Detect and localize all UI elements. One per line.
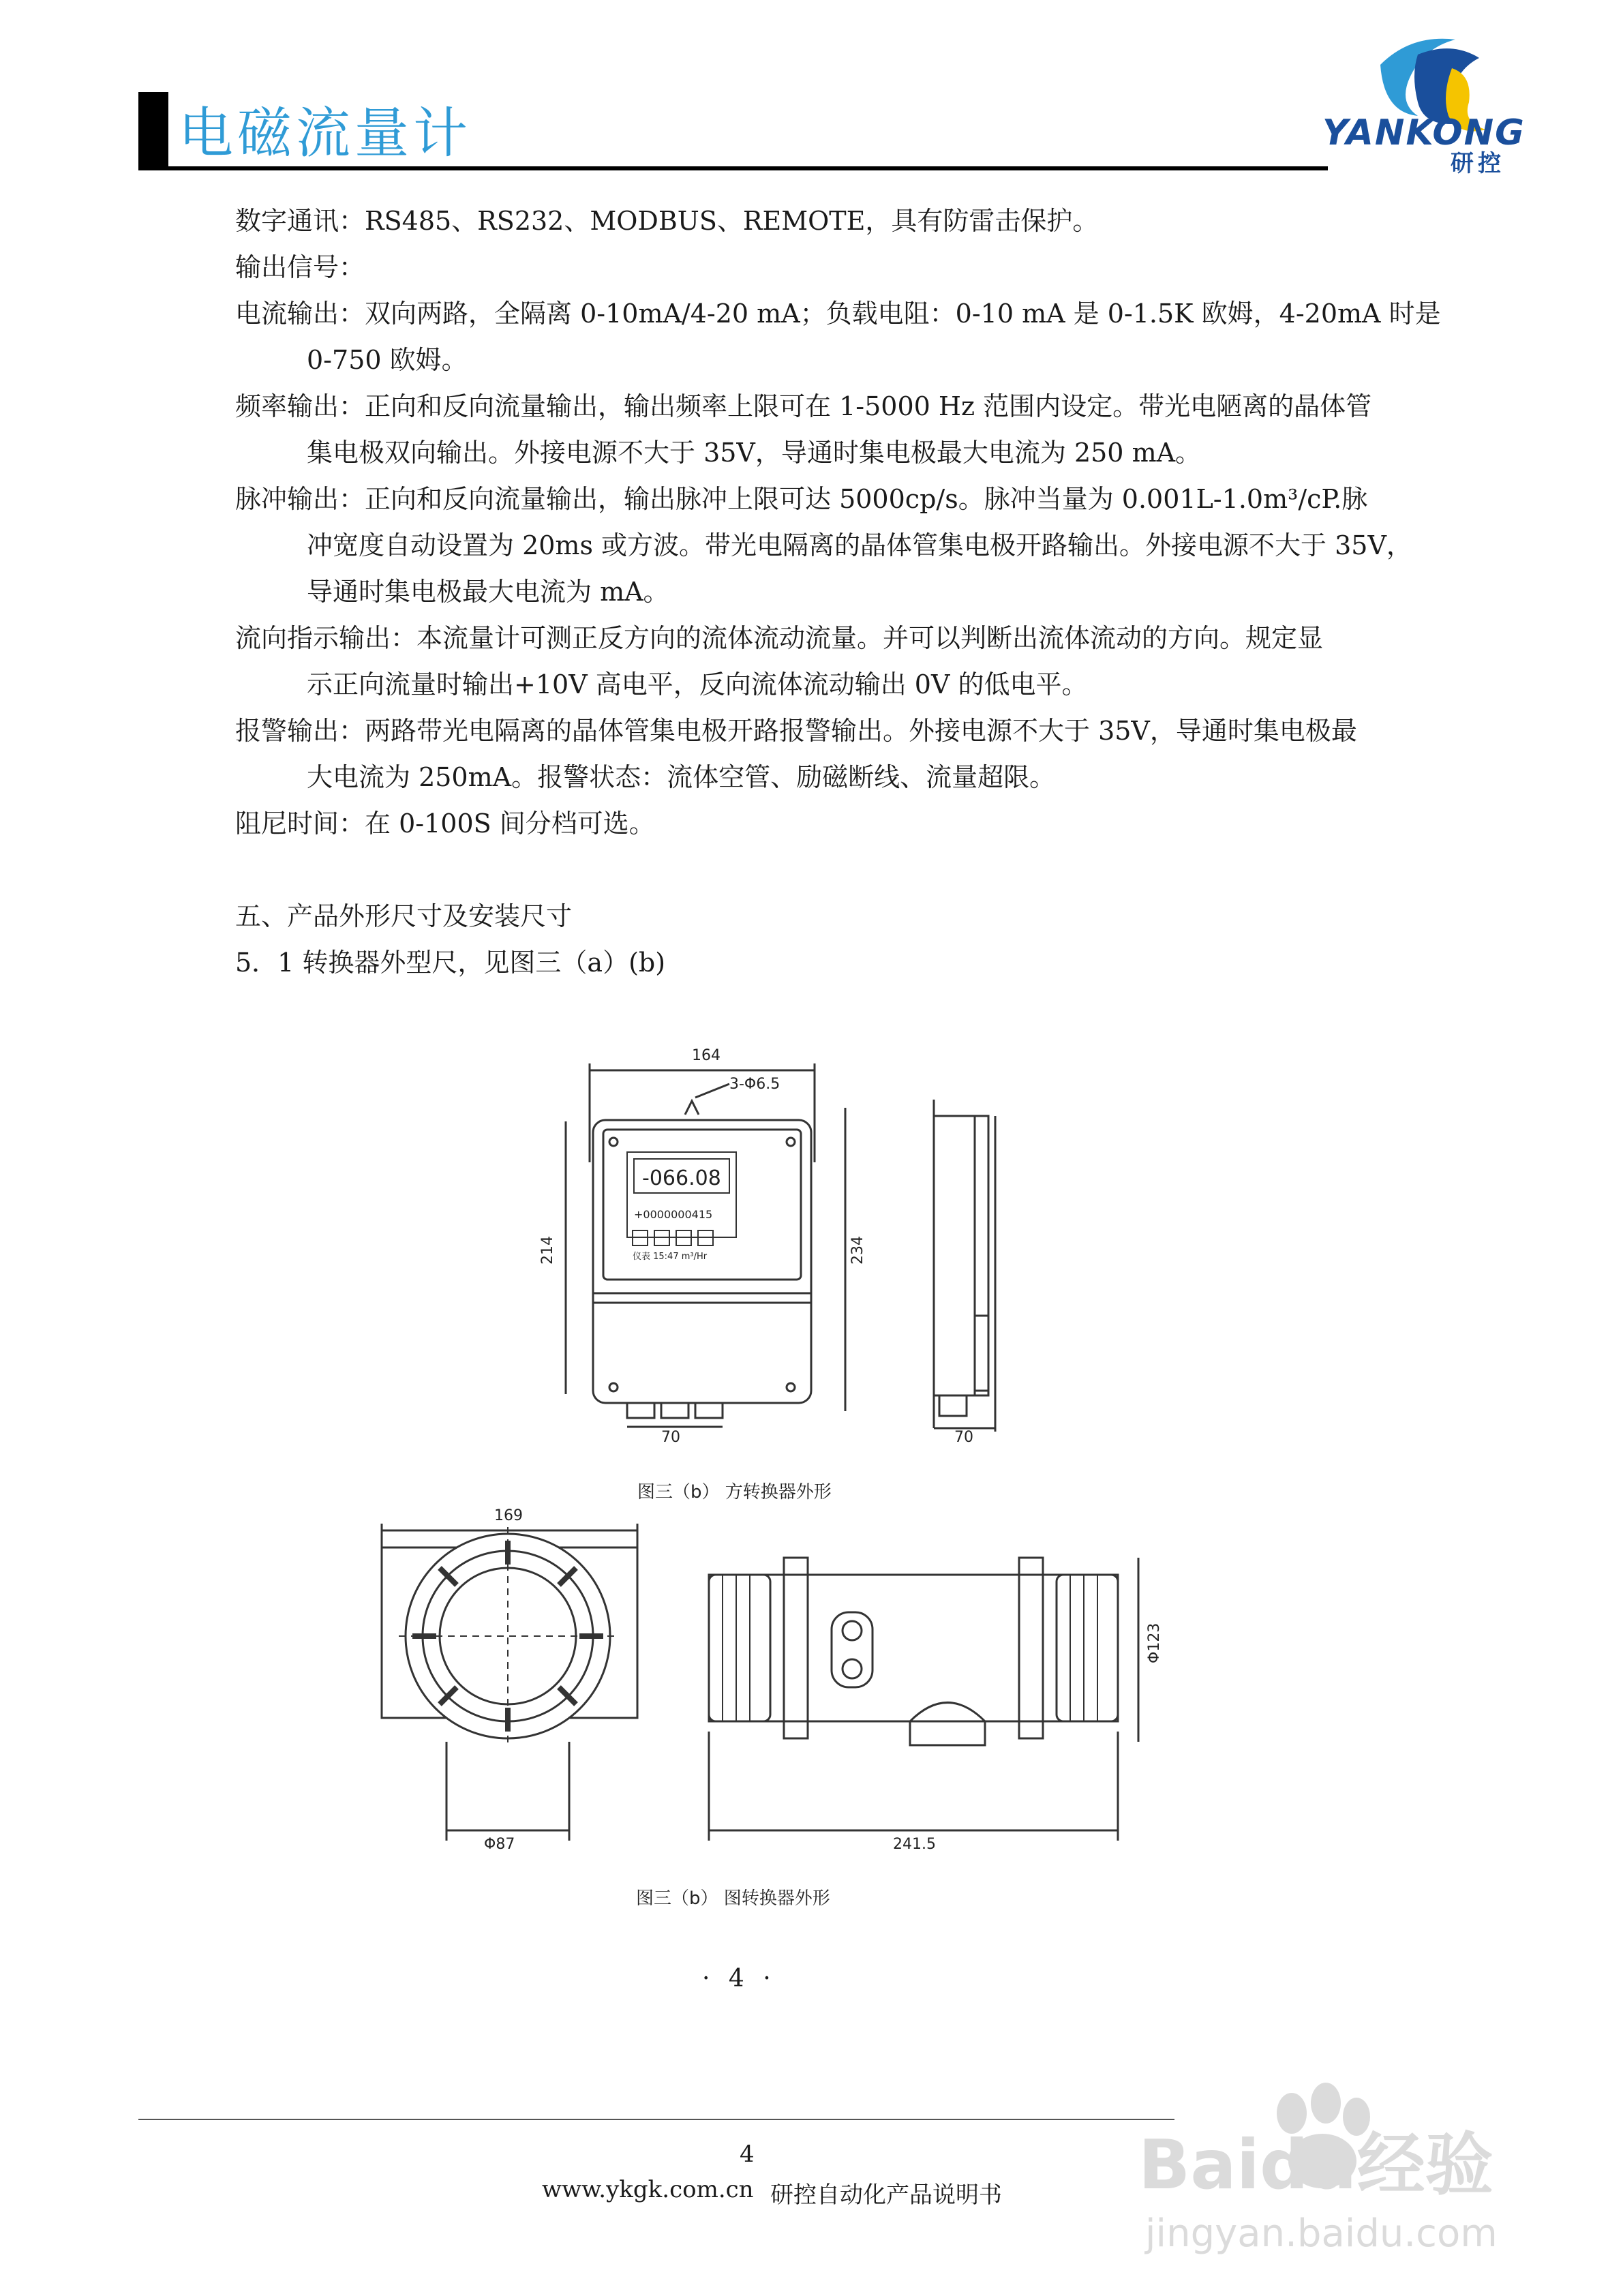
spec-text-block — [235, 198, 1462, 986]
display-value: -066.08 — [642, 1166, 721, 1190]
dim-bottom-70: 70 — [661, 1429, 680, 1446]
panel-label: 仪表 15:47 m³/Hr — [633, 1252, 708, 1262]
figure2-caption: 图三（b） 图转换器外形 — [636, 1888, 830, 1909]
dim-hole: 3-Φ6.5 — [729, 1076, 780, 1093]
spec-line-frequency-cont: 集电极双向输出。外接电源不大于 35V，导通时集电极最大电流为 250 mA。 — [307, 438, 1202, 468]
round-converter-drawing — [368, 1500, 1172, 1888]
logo-english: YANKONG — [1322, 112, 1526, 153]
spec-line-damping: 阻尼时间：在 0-100S 间分档可选。 — [235, 809, 655, 839]
spec-line-comm: 数字通讯：RS485、RS232、MODBUS、REMOTE，具有防雷击保护。 — [235, 206, 1099, 236]
section-subheading: 5．1 转换器外型尺，见图三（a）(b) — [235, 948, 666, 978]
footer-rule — [138, 2119, 1174, 2120]
spec-line-current-cont: 0-750 欧姆。 — [307, 345, 468, 375]
header-black-bar — [138, 92, 168, 168]
spec-line-direction: 流向指示输出：本流量计可测正反方向的流体流动流量。并可以判断出流体流动的方向。规定显 — [235, 623, 1324, 653]
page-title: 电磁流量计 — [179, 102, 472, 165]
dim-length-241: 241.5 — [893, 1836, 936, 1853]
watermark-brand: Baidu经验 — [1138, 2125, 1493, 2205]
dim-height-123: Φ123 — [1146, 1622, 1163, 1663]
dim-width-169: 169 — [494, 1507, 523, 1524]
display-total: +0000000415 — [634, 1208, 713, 1221]
dim-side-70: 70 — [954, 1429, 973, 1446]
header-rule — [138, 166, 1328, 170]
spec-line-alarm: 报警输出：两路带光电隔离的晶体管集电极开路报警输出。外接电源不大于 35V，导通时集电极最 — [235, 716, 1357, 746]
dim-height-214: 214 — [539, 1236, 556, 1265]
dim-height-234: 234 — [849, 1236, 866, 1265]
dim-width-164: 164 — [692, 1047, 721, 1064]
logo-chinese: 研控 — [1451, 150, 1505, 177]
watermark-url: jingyan.baidu.com — [1145, 2211, 1498, 2256]
page-number: · 4 · — [702, 1965, 776, 1993]
spec-line-alarm-cont: 大电流为 250mA。报警状态：流体空管、励磁断线、流量超限。 — [307, 762, 1056, 792]
footer-url: www.ykgk.com.cn — [542, 2176, 754, 2203]
baidu-watermark-icon — [1125, 2066, 1534, 2270]
spec-line-output: 输出信号： — [235, 252, 365, 282]
spec-line-frequency: 频率输出：正向和反向流量输出，输出频率上限可在 1-5000 Hz 范围内设定。带光电陋离的晶体管 — [235, 391, 1372, 421]
yankong-logo-icon — [1316, 27, 1561, 184]
footer-page-number: 4 — [740, 2141, 755, 2168]
spec-line-pulse-cont: 冲宽度自动设置为 20ms 或方波。带光电隔离的晶体管集电极开路输出。外接电源不大于 35V， 导通时集电极最大电流为 mA。 — [307, 530, 1412, 607]
footer-document-name: 研控自动化产品说明书 — [770, 2181, 1002, 2209]
square-converter-drawing — [525, 1040, 1159, 1446]
dim-dia-87: Φ87 — [484, 1836, 515, 1853]
section-heading: 五、产品外形尺寸及安装尺寸 — [235, 901, 573, 931]
spec-line-pulse: 脉冲输出：正向和反向流量输出，输出脉冲上限可达 5000cp/s。脉冲当量为 0.001L-1.0m³/cP.脉 — [235, 484, 1368, 514]
spec-line-current: 电流输出：双向两路，全隔离 0-10mA/4-20 mA；负载电阻：0-10 mA 是 0-1.5K 欧姆，4-20mA 时是 — [235, 299, 1441, 329]
spec-line-direction-cont: 示正向流量时输出+10V 高电平，反向流体流动输出 0V 的低电平。 — [307, 669, 1088, 699]
figure1-caption: 图三（b） 方转换器外形 — [637, 1482, 832, 1502]
